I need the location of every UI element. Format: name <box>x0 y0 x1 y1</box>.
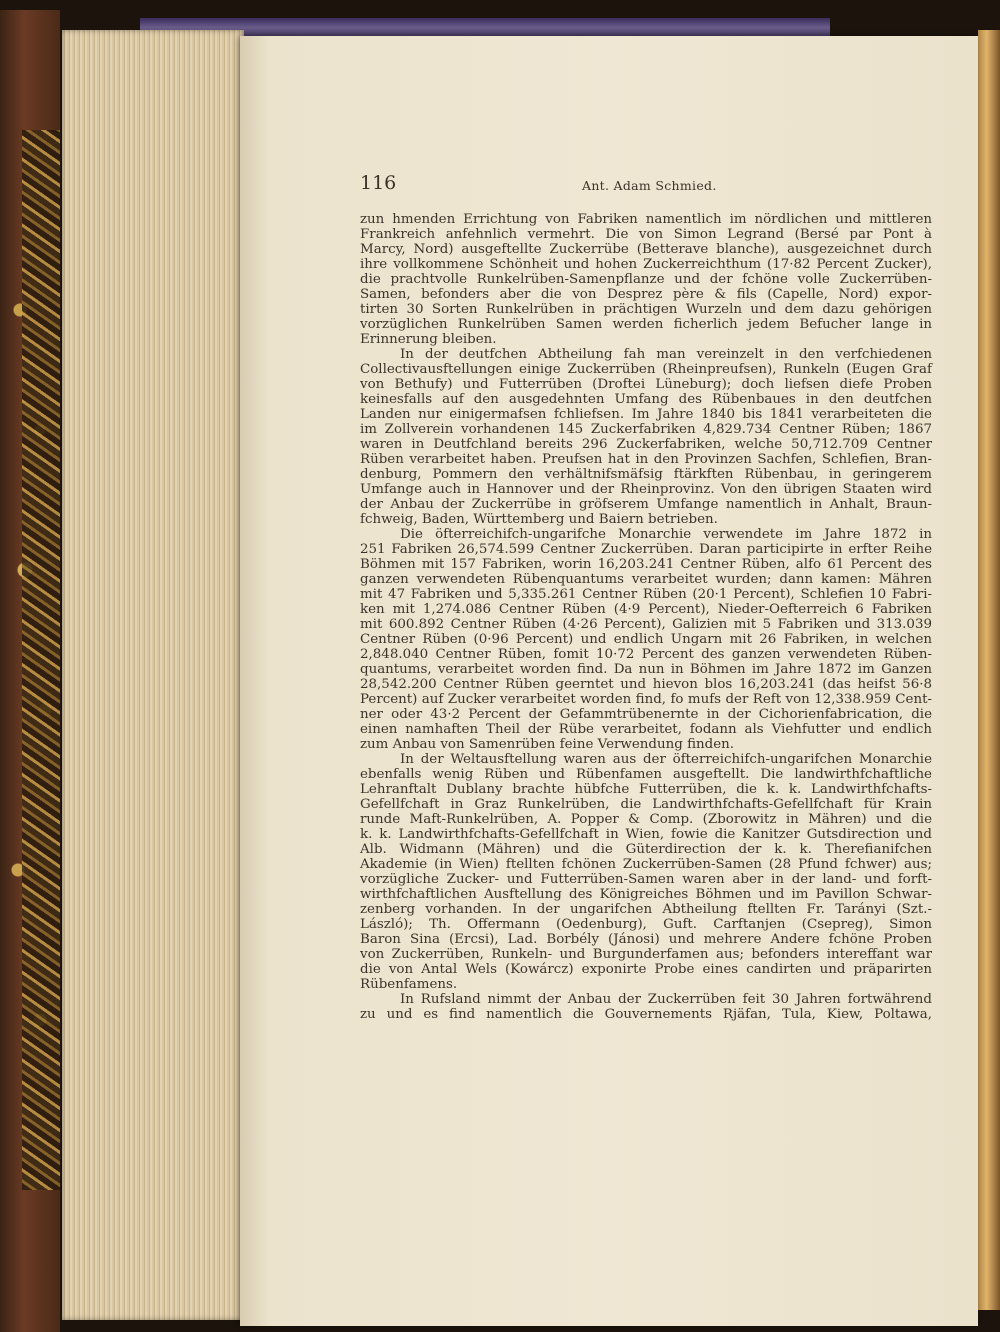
text-line: Frankreich anfehnlich vermehrt. Die von Simon Legrand (Bersé par Pont à <box>360 227 932 242</box>
text-line: im Zollverein vorhandenen 145 Zuckerfabriken 4,829.734 Centner Rüben; 1867 <box>360 422 932 437</box>
text-line: Lehranftalt Dublany brachte hübfche Futterrüben, die k. k. Landwirthfchafts- <box>360 782 932 797</box>
text-line: einen namhaften Theil der Rübe verarbeitet, fodann als Viehfutter und endlich <box>360 722 932 737</box>
text-line: quantums, verarbeitet worden find. Da nun in Böhmen im Jahre 1872 im Ganzen <box>360 662 932 677</box>
text-line: ihre vollkommene Schönheit und hohen Zuckerreichthum (17·82 Percent Zucker), <box>360 257 932 272</box>
text-line: von Zuckerrüben, Runkeln- und Burgunderfamen aus; befonders intereffant war <box>360 947 932 962</box>
text-line: runde Maft-Runkelrüben, A. Popper & Comp. (Zborowitz in Mähren) und die <box>360 812 932 827</box>
text-line: Marcy, Nord) ausgeftellte Zuckerrübe (Betterave blanche), ausgezeichnet durch <box>360 242 932 257</box>
text-line: Gefellfchaft in Graz Runkelrüben, die Landwirthfchafts-Gefellfchaft für Krain <box>360 797 932 812</box>
text-line: In der deutfchen Abtheilung fah man vereinzelt in den verfchiedenen <box>400 347 932 362</box>
text-line: In Rufsland nimmt der Anbau der Zuckerrüben feit 30 Jahren fortwährend <box>400 992 932 1007</box>
text-line: 2,848.040 Centner Rüben, fomit 10·72 Percent des ganzen verwendeten Rüben- <box>360 647 932 662</box>
text-line: ebenfalls wenig Rüben und Rübenfamen ausgeftellt. Die landwirthfchaftliche <box>360 767 932 782</box>
text-line: Alb. Widmann (Mähren) und die Güterdirection der k. k. Therefianifchen <box>360 842 932 857</box>
cover-right-edge <box>978 30 1000 1310</box>
text-line: zun hmenden Errichtung von Fabriken namentlich im nördlichen und mittleren <box>360 212 932 227</box>
text-line: 28,542.200 Centner Rüben geerntet und hievon blos 16,203.241 (das heifst 56·8 <box>360 677 932 692</box>
page-stack-edges <box>62 30 244 1320</box>
text-line: vorzüglichen Runkelrüben Samen werden ficherlich jedem Befucher lange in <box>360 317 932 332</box>
text-line: ner oder 43·2 Percent der Gefammtrübenernte in der Cichorienfabrication, die <box>360 707 932 722</box>
text-line: mit 47 Fabriken und 5,335.261 Centner Rüben (20·1 Percent), Schlefien 10 Fabri- <box>360 587 932 602</box>
text-line: waren in Deutfchland bereits 296 Zuckerfabriken, welche 50,712.709 Centner <box>360 437 932 452</box>
page-header <box>0 168 1000 198</box>
text-line: Rüben verarbeitet haben. Preufsen hat in den Provinzen Sachfen, Schlefien, Bran- <box>360 452 932 467</box>
text-line: zu und es find namentlich die Gouvernements Rjäfan, Tula, Kiew, Poltawa, <box>360 1007 932 1022</box>
text-line: ken mit 1,274.086 Centner Rüben (4·9 Percent), Nieder-Oefterreich 6 Fabriken <box>360 602 932 617</box>
page-number: 116 <box>360 172 397 194</box>
text-line: von Bethufy) und Futterrüben (Droftei Lüneburg); doch liefsen diefe Proben <box>360 377 932 392</box>
text-line: zenberg vorhanden. In der ungarifchen Abtheilung ftellten Fr. Tarányi (Szt.- <box>360 902 932 917</box>
text-line: der Anbau der Zuckerrübe in gröfserem Umfange namentlich in Anhalt, Braun- <box>360 497 932 512</box>
text-line: Baron Sina (Ercsi), Lad. Borbély (Jánosi) und mehrere Andere fchöne Proben <box>360 932 932 947</box>
text-line: Centner Rüben (0·96 Percent) und endlich Ungarn mit 26 Fabriken, in welchen <box>360 632 932 647</box>
text-line: Umfange auch in Hannover und der Rheinprovinz. Von den übrigen Staaten wird <box>360 482 932 497</box>
text-line: Rübenfamens. <box>360 977 458 992</box>
text-line: Die öfterreichifch-ungarifche Monarchie verwendete im Jahre 1872 in <box>400 527 932 542</box>
text-line: zum Anbau von Samenrüben feine Verwendung finden. <box>360 737 735 752</box>
marbled-endpaper <box>22 130 60 1190</box>
text-line: tirten 30 Sorten Runkelrüben in prächtigen Wurzeln und dem dazu gehörigen <box>360 302 932 317</box>
text-line: Böhmen mit 157 Fabriken, worin 16,203.241 Centner Rüben, alfo 61 Percent des <box>360 557 932 572</box>
text-line: mit 600.892 Centner Rüben (4·26 Percent), Galizien mit 5 Fabriken und 313.039 <box>360 617 932 632</box>
text-line: vorzügliche Zucker- und Futterrüben-Samen waren aber in der land- und forft- <box>360 872 932 887</box>
text-line: In der Weltausftellung waren aus der öfterreichifch-ungarifchen Monarchie <box>400 752 932 767</box>
text-line: László); Th. Offermann (Oedenburg), Guft. Carftanjen (Csepreg), Simon <box>360 917 932 932</box>
text-line: wirthfchaftlichen Ausftellung des Königreiches Böhmen und im Pavillon Schwar- <box>360 887 932 902</box>
text-line: 251 Fabriken 26,574.599 Centner Zuckerrüben. Daran participirte in erfter Reihe <box>360 542 932 557</box>
text-line: Samen, befonders aber die von Desprez père & fils (Capelle, Nord) expor- <box>360 287 932 302</box>
body-text <box>360 212 932 1022</box>
text-line: Collectivausftellungen einige Zuckerrüben (Rheinpreufsen), Runkeln (Eugen Graf <box>360 362 932 377</box>
text-line: Landen nur einigermafsen fchliefsen. Im Jahre 1840 bis 1841 verarbeiteten die <box>360 407 932 422</box>
text-line: die prachtvolle Runkelrüben-Samenpflanze und der fchöne volle Zuckerrüben- <box>360 272 932 287</box>
text-line: Akademie (in Wien) ftellten fchönen Zuckerrüben-Samen (28 Pfund fchwer) aus; <box>360 857 932 872</box>
text-line: keinesfalls auf den ausgedehnten Umfang des Rübenbaues in den deutfchen <box>360 392 932 407</box>
text-line: ganzen verwendeten Rübenquantums verarbeitet wurden; dann kamen: Mähren <box>360 572 932 587</box>
text-line: denburg, Pommern den verhältnifsmäfsig ftärkften Rübenbau, in geringerem <box>360 467 932 482</box>
text-line: die von Antal Wels (Kowárcz) exponirte Probe eines candirten und präparirten <box>360 962 932 977</box>
running-title: Ant. Adam Schmied. <box>582 178 717 193</box>
text-line: Erinnerung bleiben. <box>360 332 497 347</box>
text-line: Percent) auf Zucker verarbeitet worden find, fo mufs der Reft von 12,338.959 Cent- <box>360 692 932 707</box>
text-line: fchweig, Baden, Württemberg und Baiern betrieben. <box>360 512 718 527</box>
text-line: k. k. Landwirthfchafts-Gefellfchaft in Wien, fowie die Kanitzer Gutsdirection und <box>360 827 932 842</box>
